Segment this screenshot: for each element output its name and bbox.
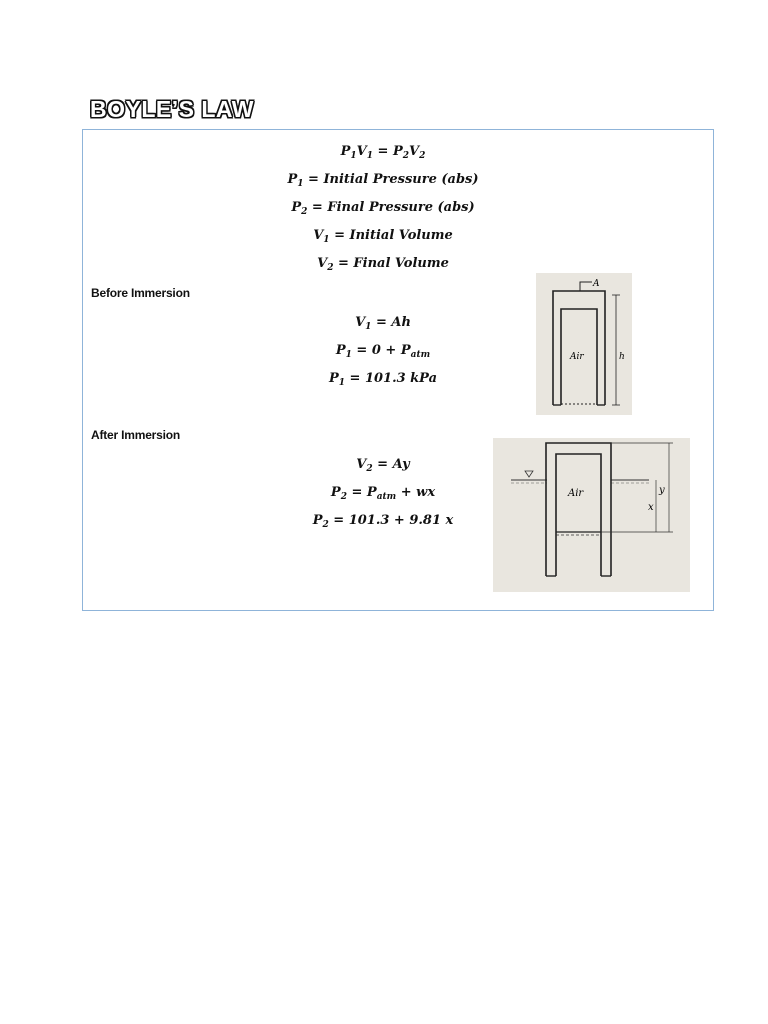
- after-immersion-figure: [493, 438, 690, 592]
- after-volume-equation: $V_2 = Ay$: [356, 457, 410, 474]
- page-title: BOYLE’S LAW: [90, 96, 254, 122]
- air-label: Air: [570, 352, 584, 362]
- area-label: A: [593, 279, 600, 289]
- v2-definition: $V_2$ = Final Volume: [317, 256, 449, 273]
- after-immersion-heading: After Immersion: [91, 428, 181, 442]
- before-volume-equation: $V_1 = Ah$: [355, 315, 411, 332]
- air-label-after: Air: [568, 488, 584, 499]
- before-immersion-heading: Before Immersion: [91, 286, 190, 300]
- y-label: y: [659, 485, 665, 496]
- x-label: x: [648, 502, 654, 513]
- before-pressure-value: $P_1 = 101.3$ kPa: [328, 371, 438, 388]
- height-label: h: [619, 352, 625, 362]
- content-box: [82, 129, 714, 611]
- before-immersion-figure: [536, 273, 632, 415]
- p1-definition: $P_1$ = Initial Pressure (abs): [287, 172, 479, 189]
- boyle-equation: $P_1V_1 = P_2V_2$: [340, 144, 426, 161]
- before-pressure-equation: $P_1 = 0 + P_{atm}$: [335, 343, 431, 360]
- p2-definition: $P_2$ = Final Pressure (abs): [291, 200, 475, 217]
- v1-definition: $V_1$ = Initial Volume: [313, 228, 453, 245]
- after-pressure-value: $P_2 = 101.3 + 9.81$ x: [312, 513, 454, 530]
- after-pressure-equation: $P_2 = P_{atm}$ + wx: [330, 485, 436, 502]
